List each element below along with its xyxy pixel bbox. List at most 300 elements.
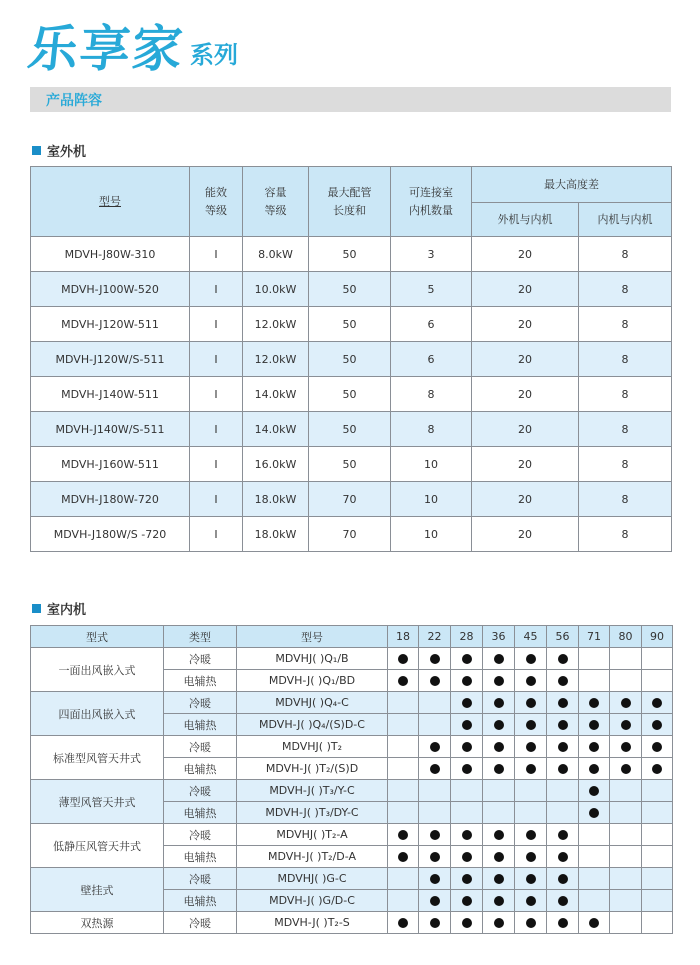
col-size: 45 <box>515 626 547 648</box>
cell-availability <box>642 868 673 890</box>
cell-availability <box>483 890 515 912</box>
cell-type: 冷暖 <box>164 824 237 846</box>
cell-availability <box>579 758 610 780</box>
cell-availability <box>483 868 515 890</box>
cell-availability <box>483 780 515 802</box>
cell-availability <box>451 736 483 758</box>
cell-type: 冷暖 <box>164 912 237 934</box>
cell-availability <box>451 890 483 912</box>
cell-availability <box>642 780 673 802</box>
available-dot-icon <box>494 698 504 708</box>
cell-availability <box>579 692 610 714</box>
cell-availability <box>610 692 642 714</box>
cell-availability <box>579 912 610 934</box>
available-dot-icon <box>494 874 504 884</box>
available-dot-icon <box>462 764 472 774</box>
cell-model: MDVH-J120W/S-511 <box>31 342 190 377</box>
outdoor-heading <box>32 141 86 160</box>
cell-model: MDVH-J180W/S -720 <box>31 517 190 552</box>
cell-availability <box>419 670 451 692</box>
available-dot-icon <box>526 852 536 862</box>
cell-pipe: 50 <box>309 272 391 307</box>
cell-pipe: 50 <box>309 377 391 412</box>
cell-conn: 6 <box>391 307 472 342</box>
cell-availability <box>451 648 483 670</box>
available-dot-icon <box>494 720 504 730</box>
cell-style: 低静压风管天井式 <box>31 824 164 868</box>
available-dot-icon <box>494 830 504 840</box>
available-dot-icon <box>494 654 504 664</box>
brand-series: 系列 <box>190 41 238 69</box>
cell-type: 冷暖 <box>164 780 237 802</box>
cell-availability <box>388 714 419 736</box>
available-dot-icon <box>558 720 568 730</box>
col-model: 型号 <box>237 626 388 648</box>
cell-availability <box>515 670 547 692</box>
cell-eff: I <box>190 447 243 482</box>
cell-availability <box>547 846 579 868</box>
cell-availability <box>579 670 610 692</box>
col-connectable: 可连接室 内机数量 <box>391 167 472 237</box>
cell-availability <box>547 692 579 714</box>
available-dot-icon <box>462 676 472 686</box>
cell-h2: 8 <box>579 482 672 517</box>
cell-availability <box>515 736 547 758</box>
cell-model: MDVH-J120W-511 <box>31 307 190 342</box>
cell-availability <box>547 758 579 780</box>
available-dot-icon <box>462 852 472 862</box>
cell-model: MDVH-J180W-720 <box>31 482 190 517</box>
cell-availability <box>610 714 642 736</box>
cell-availability <box>547 736 579 758</box>
cell-pipe: 50 <box>309 412 391 447</box>
section-banner-label: 产品阵容 <box>46 93 102 109</box>
table-row <box>31 736 673 758</box>
cell-h2: 8 <box>579 377 672 412</box>
available-dot-icon <box>526 720 536 730</box>
cell-availability <box>515 912 547 934</box>
cell-eff: I <box>190 342 243 377</box>
cell-eff: I <box>190 272 243 307</box>
table-row <box>31 482 672 517</box>
cell-style: 四面出风嵌入式 <box>31 692 164 736</box>
cell-type: 冷暖 <box>164 692 237 714</box>
available-dot-icon <box>526 698 536 708</box>
cell-availability <box>451 846 483 868</box>
cell-conn: 6 <box>391 342 472 377</box>
available-dot-icon <box>430 830 440 840</box>
col-size: 36 <box>483 626 515 648</box>
cell-pipe: 70 <box>309 517 391 552</box>
cell-h2: 8 <box>579 447 672 482</box>
cell-availability <box>579 890 610 912</box>
available-dot-icon <box>398 852 408 862</box>
available-dot-icon <box>430 676 440 686</box>
cell-availability <box>610 846 642 868</box>
available-dot-icon <box>652 764 662 774</box>
available-dot-icon <box>494 676 504 686</box>
cell-conn: 3 <box>391 237 472 272</box>
cell-availability <box>419 912 451 934</box>
cell-availability <box>388 648 419 670</box>
table-row <box>31 692 673 714</box>
cell-type: 电辅热 <box>164 758 237 780</box>
available-dot-icon <box>589 764 599 774</box>
cell-availability <box>547 648 579 670</box>
available-dot-icon <box>430 874 440 884</box>
available-dot-icon <box>652 698 662 708</box>
cell-type: 电辅热 <box>164 670 237 692</box>
cell-availability <box>388 670 419 692</box>
cell-availability <box>419 802 451 824</box>
cell-availability <box>579 824 610 846</box>
cell-type: 冷暖 <box>164 736 237 758</box>
cell-availability <box>642 846 673 868</box>
cell-availability <box>642 736 673 758</box>
cell-type: 冷暖 <box>164 868 237 890</box>
cell-availability <box>419 890 451 912</box>
cell-availability <box>547 912 579 934</box>
cell-availability <box>579 868 610 890</box>
cell-eff: I <box>190 517 243 552</box>
available-dot-icon <box>558 874 568 884</box>
available-dot-icon <box>494 896 504 906</box>
cell-availability <box>388 868 419 890</box>
cell-availability <box>483 912 515 934</box>
available-dot-icon <box>430 852 440 862</box>
col-size: 56 <box>547 626 579 648</box>
cell-availability <box>388 912 419 934</box>
cell-availability <box>388 736 419 758</box>
cell-availability <box>451 868 483 890</box>
cell-availability <box>515 758 547 780</box>
cell-availability <box>388 692 419 714</box>
cell-availability <box>483 714 515 736</box>
cell-model: MDVHJ( )Q₁/B <box>237 648 388 670</box>
available-dot-icon <box>494 764 504 774</box>
available-dot-icon <box>398 676 408 686</box>
available-dot-icon <box>430 742 440 752</box>
cell-availability <box>451 758 483 780</box>
cell-availability <box>642 714 673 736</box>
available-dot-icon <box>462 720 472 730</box>
cell-model: MDVH-J140W/S-511 <box>31 412 190 447</box>
available-dot-icon <box>526 874 536 884</box>
indoor-table <box>30 625 673 934</box>
cell-cap: 10.0kW <box>243 272 309 307</box>
cell-availability <box>483 692 515 714</box>
cell-model: MDVH-J( )Q₄/(S)D-C <box>237 714 388 736</box>
table-row <box>31 412 672 447</box>
cell-h1: 20 <box>472 482 579 517</box>
cell-model: MDVH-J( )T₂-S <box>237 912 388 934</box>
available-dot-icon <box>526 676 536 686</box>
cell-type: 电辅热 <box>164 802 237 824</box>
indoor-heading <box>32 599 86 618</box>
cell-availability <box>419 846 451 868</box>
cell-availability <box>547 868 579 890</box>
available-dot-icon <box>526 830 536 840</box>
cell-availability <box>483 736 515 758</box>
cell-cap: 16.0kW <box>243 447 309 482</box>
available-dot-icon <box>398 918 408 928</box>
cell-model: MDVH-J( )Q₁/BD <box>237 670 388 692</box>
cell-conn: 10 <box>391 517 472 552</box>
cell-h1: 20 <box>472 377 579 412</box>
cell-availability <box>610 758 642 780</box>
available-dot-icon <box>558 698 568 708</box>
available-dot-icon <box>462 698 472 708</box>
available-dot-icon <box>494 742 504 752</box>
cell-style: 一面出风嵌入式 <box>31 648 164 692</box>
cell-model: MDVH-J140W-511 <box>31 377 190 412</box>
available-dot-icon <box>558 676 568 686</box>
cell-availability <box>483 824 515 846</box>
col-type: 类型 <box>164 626 237 648</box>
col-size: 28 <box>451 626 483 648</box>
cell-pipe: 50 <box>309 447 391 482</box>
cell-availability <box>419 758 451 780</box>
available-dot-icon <box>652 742 662 752</box>
cell-availability <box>515 890 547 912</box>
available-dot-icon <box>526 742 536 752</box>
cell-h1: 20 <box>472 272 579 307</box>
cell-availability <box>547 890 579 912</box>
cell-pipe: 50 <box>309 307 391 342</box>
cell-availability <box>515 714 547 736</box>
available-dot-icon <box>558 830 568 840</box>
cell-availability <box>515 868 547 890</box>
cell-availability <box>419 648 451 670</box>
col-outdoor-indoor: 外机与内机 <box>472 203 579 237</box>
available-dot-icon <box>494 852 504 862</box>
available-dot-icon <box>462 874 472 884</box>
available-dot-icon <box>526 764 536 774</box>
cell-conn: 5 <box>391 272 472 307</box>
table-row <box>31 912 673 934</box>
cell-availability <box>483 802 515 824</box>
available-dot-icon <box>589 786 599 796</box>
cell-availability <box>610 868 642 890</box>
cell-availability <box>610 648 642 670</box>
cell-availability <box>579 714 610 736</box>
cell-conn: 8 <box>391 412 472 447</box>
cell-model: MDVHJ( )T₂-A <box>237 824 388 846</box>
col-size: 90 <box>642 626 673 648</box>
square-bullet-icon <box>32 146 41 155</box>
available-dot-icon <box>462 742 472 752</box>
available-dot-icon <box>558 742 568 752</box>
cell-h1: 20 <box>472 307 579 342</box>
cell-model: MDVHJ( )Q₄-C <box>237 692 388 714</box>
cell-availability <box>451 912 483 934</box>
cell-h2: 8 <box>579 237 672 272</box>
col-efficiency: 能效 等级 <box>190 167 243 237</box>
available-dot-icon <box>430 764 440 774</box>
col-indoor-indoor: 内机与内机 <box>579 203 672 237</box>
cell-cap: 18.0kW <box>243 482 309 517</box>
brand-title <box>24 12 238 78</box>
cell-style: 薄型风管天井式 <box>31 780 164 824</box>
table-row <box>31 517 672 552</box>
cell-pipe: 50 <box>309 237 391 272</box>
col-capacity: 容量 等级 <box>243 167 309 237</box>
cell-h1: 20 <box>472 412 579 447</box>
col-size: 80 <box>610 626 642 648</box>
cell-eff: I <box>190 482 243 517</box>
col-size: 71 <box>579 626 610 648</box>
cell-availability <box>515 846 547 868</box>
cell-cap: 12.0kW <box>243 342 309 377</box>
cell-h1: 20 <box>472 237 579 272</box>
cell-availability <box>483 846 515 868</box>
table-row <box>31 342 672 377</box>
available-dot-icon <box>558 918 568 928</box>
available-dot-icon <box>558 764 568 774</box>
cell-eff: I <box>190 237 243 272</box>
cell-availability <box>642 912 673 934</box>
cell-availability <box>515 648 547 670</box>
cell-availability <box>579 736 610 758</box>
indoor-heading-label: 室内机 <box>47 603 87 618</box>
cell-cap: 14.0kW <box>243 377 309 412</box>
cell-model: MDVH-J100W-520 <box>31 272 190 307</box>
cell-availability <box>451 802 483 824</box>
col-size: 22 <box>419 626 451 648</box>
cell-h2: 8 <box>579 272 672 307</box>
table-row <box>31 824 673 846</box>
available-dot-icon <box>430 654 440 664</box>
available-dot-icon <box>526 654 536 664</box>
cell-h2: 8 <box>579 342 672 377</box>
section-banner <box>30 87 671 112</box>
cell-model: MDVH-J( )T₃/DY-C <box>237 802 388 824</box>
cell-model: MDVH-J80W-310 <box>31 237 190 272</box>
cell-availability <box>610 736 642 758</box>
cell-availability <box>388 824 419 846</box>
cell-availability <box>515 802 547 824</box>
cell-availability <box>419 736 451 758</box>
cell-model: MDVH-J( )T₂/(S)D <box>237 758 388 780</box>
col-model: 型号 <box>31 167 190 237</box>
cell-availability <box>547 780 579 802</box>
table-row <box>31 377 672 412</box>
available-dot-icon <box>430 918 440 928</box>
available-dot-icon <box>589 808 599 818</box>
available-dot-icon <box>652 720 662 730</box>
cell-availability <box>483 758 515 780</box>
cell-availability <box>547 714 579 736</box>
table-row <box>31 237 672 272</box>
cell-availability <box>579 648 610 670</box>
cell-type: 电辅热 <box>164 714 237 736</box>
cell-conn: 8 <box>391 377 472 412</box>
cell-availability <box>642 758 673 780</box>
cell-h2: 8 <box>579 307 672 342</box>
cell-availability <box>515 692 547 714</box>
cell-availability <box>451 670 483 692</box>
cell-style: 壁挂式 <box>31 868 164 912</box>
cell-availability <box>610 670 642 692</box>
cell-availability <box>483 670 515 692</box>
cell-model: MDVH-J160W-511 <box>31 447 190 482</box>
cell-availability <box>547 670 579 692</box>
table-row <box>31 868 673 890</box>
cell-cap: 18.0kW <box>243 517 309 552</box>
available-dot-icon <box>462 654 472 664</box>
available-dot-icon <box>462 830 472 840</box>
cell-eff: I <box>190 377 243 412</box>
cell-h2: 8 <box>579 517 672 552</box>
available-dot-icon <box>558 654 568 664</box>
cell-availability <box>579 780 610 802</box>
cell-availability <box>515 780 547 802</box>
brand-name: 乐享家 <box>24 20 188 78</box>
table-row <box>31 307 672 342</box>
cell-model: MDVH-J( )T₃/Y-C <box>237 780 388 802</box>
cell-availability <box>642 692 673 714</box>
table-row <box>31 648 673 670</box>
cell-availability <box>642 670 673 692</box>
cell-availability <box>547 802 579 824</box>
cell-availability <box>610 780 642 802</box>
cell-model: MDVHJ( )T₂ <box>237 736 388 758</box>
cell-eff: I <box>190 412 243 447</box>
cell-availability <box>388 802 419 824</box>
cell-cap: 8.0kW <box>243 237 309 272</box>
cell-h2: 8 <box>579 412 672 447</box>
cell-availability <box>419 714 451 736</box>
cell-h1: 20 <box>472 342 579 377</box>
available-dot-icon <box>589 918 599 928</box>
table-row <box>31 272 672 307</box>
cell-availability <box>610 824 642 846</box>
cell-model: MDVHJ( )G-C <box>237 868 388 890</box>
available-dot-icon <box>589 720 599 730</box>
cell-style: 标准型风管天井式 <box>31 736 164 780</box>
cell-availability <box>451 780 483 802</box>
cell-availability <box>483 648 515 670</box>
cell-availability <box>388 780 419 802</box>
cell-availability <box>419 780 451 802</box>
available-dot-icon <box>430 896 440 906</box>
cell-availability <box>388 890 419 912</box>
cell-availability <box>419 692 451 714</box>
outdoor-table <box>30 166 672 552</box>
cell-availability <box>579 802 610 824</box>
col-height-diff: 最大高度差 <box>472 167 672 203</box>
cell-cap: 12.0kW <box>243 307 309 342</box>
cell-type: 冷暖 <box>164 648 237 670</box>
available-dot-icon <box>558 896 568 906</box>
table-row <box>31 780 673 802</box>
table-row <box>31 447 672 482</box>
col-pipe-length: 最大配管 长度和 <box>309 167 391 237</box>
cell-availability <box>419 868 451 890</box>
cell-availability <box>388 846 419 868</box>
cell-availability <box>642 648 673 670</box>
cell-availability <box>388 758 419 780</box>
cell-pipe: 50 <box>309 342 391 377</box>
cell-availability <box>451 692 483 714</box>
cell-type: 电辅热 <box>164 846 237 868</box>
cell-conn: 10 <box>391 447 472 482</box>
available-dot-icon <box>462 918 472 928</box>
cell-availability <box>515 824 547 846</box>
available-dot-icon <box>398 654 408 664</box>
cell-style: 双热源 <box>31 912 164 934</box>
cell-cap: 14.0kW <box>243 412 309 447</box>
